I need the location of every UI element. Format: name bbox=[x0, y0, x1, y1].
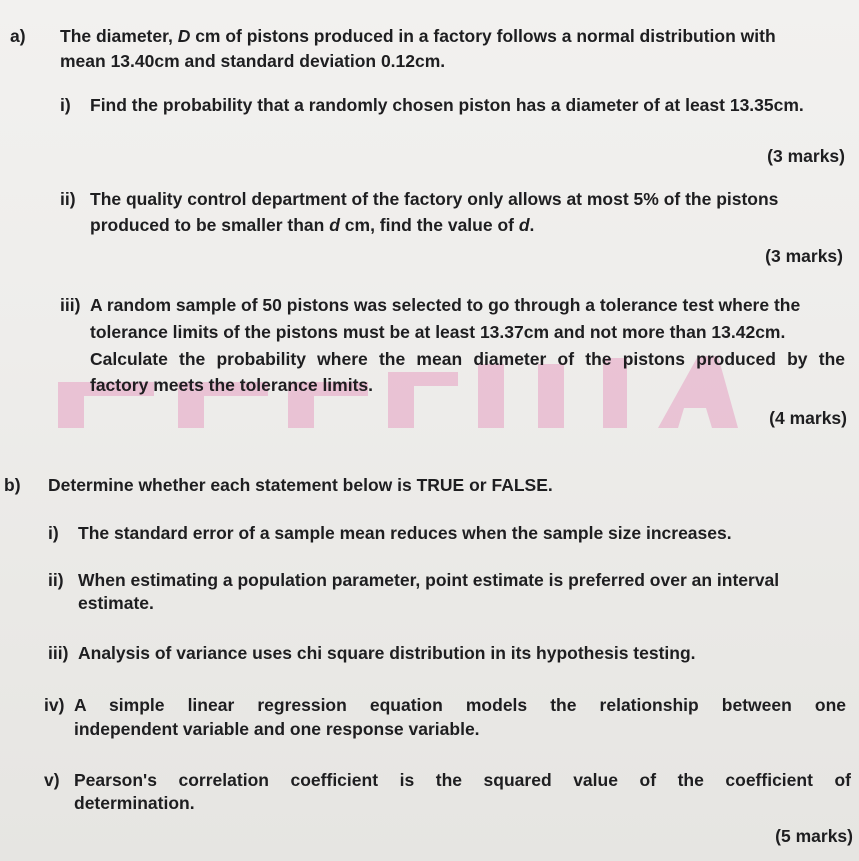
part-a-variable-d: D bbox=[177, 26, 191, 46]
question-a-iii-marks: (4 marks) bbox=[769, 408, 847, 428]
part-b-intro-pre: Determine whether each statement below is bbox=[48, 475, 417, 495]
watermark-stroke bbox=[478, 364, 504, 428]
question-a-ii-marks: (3 marks) bbox=[765, 246, 843, 266]
question-a-ii-label: ii) bbox=[60, 189, 76, 209]
watermark-stroke bbox=[388, 372, 414, 428]
question-a-ii-line-2-mid: cm, find the value of bbox=[339, 215, 519, 235]
part-b-intro bbox=[48, 474, 553, 496]
statement-b-i-label: i) bbox=[48, 523, 59, 543]
part-b-intro-post: . bbox=[547, 475, 553, 495]
part-a-intro-post: cm of pistons produced in a factory follows a normal distribution with bbox=[190, 26, 776, 46]
statement-b-ii-line-1: When estimating a population parameter, point estimate is preferred over an interval bbox=[78, 570, 780, 590]
part-b-label: b) bbox=[4, 475, 21, 495]
question-a-iii-line-2: tolerance limits of the pistons must be at least 13.37cm and not more than 13.42cm. bbox=[90, 322, 786, 342]
question-a-i-label: i) bbox=[60, 95, 71, 115]
statement-b-iii-label: iii) bbox=[48, 643, 69, 663]
part-b-true-word: TRUE bbox=[416, 475, 465, 495]
watermark-stroke bbox=[538, 364, 564, 428]
question-a-iii-line-4: factory meets the tolerance limits. bbox=[90, 375, 374, 395]
watermark-stroke bbox=[388, 372, 458, 386]
statement-b-iv-label: iv) bbox=[44, 695, 65, 715]
question-a-i-text: Find the probability that a randomly chosen piston has a diameter of at least 13.35cm. bbox=[90, 95, 804, 115]
statement-b-v-label: v) bbox=[44, 770, 60, 790]
question-a-ii-line-2 bbox=[90, 214, 534, 236]
statement-b-v-line-2: determination. bbox=[74, 793, 195, 813]
part-a-intro-line-1 bbox=[60, 25, 776, 47]
statement-b-ii-label: ii) bbox=[48, 570, 64, 590]
watermark-stroke bbox=[58, 382, 84, 428]
part-b-false-word: FALSE bbox=[491, 475, 548, 495]
part-a-intro-line-2: mean 13.40cm and standard deviation 0.12cm. bbox=[60, 51, 446, 71]
statement-b-i-text: The standard error of a sample mean reduces when the sample size increases. bbox=[78, 523, 732, 543]
question-a-ii-line-2-post: . bbox=[529, 215, 535, 235]
part-a-intro-pre: The diameter, bbox=[60, 26, 178, 46]
question-a-iii-line-1: A random sample of 50 pistons was selected to go through a tolerance test where the bbox=[90, 295, 801, 315]
statement-b-iv-line-2: independent variable and one response variable. bbox=[74, 719, 480, 739]
statement-b-iv-line-1: A simple linear regression equation models the relationship between one bbox=[74, 695, 846, 715]
question-a-ii-variable-d: d bbox=[329, 215, 340, 235]
part-a-label: a) bbox=[10, 26, 26, 46]
question-a-ii-line-2-pre: produced to be smaller than bbox=[90, 215, 330, 235]
question-a-i-marks: (3 marks) bbox=[767, 146, 845, 166]
statement-b-ii-line-2: estimate. bbox=[78, 593, 154, 613]
part-b-intro-mid: or bbox=[464, 475, 492, 495]
statement-b-iii-text: Analysis of variance uses chi square distribution in its hypothesis testing. bbox=[78, 643, 696, 663]
question-a-iii-label: iii) bbox=[60, 295, 81, 315]
question-a-ii-line-1: The quality control department of the factory only allows at most 5% of the pistons bbox=[90, 189, 779, 209]
question-a-iii-line-3: Calculate the probability where the mean diameter of the pistons produced by the bbox=[90, 349, 845, 369]
statement-b-v-line-1: Pearson's correlation coefficient is the squared value of the coefficient of bbox=[74, 770, 851, 790]
question-a-ii-variable-d-2: d bbox=[518, 215, 530, 235]
part-b-marks: (5 marks) bbox=[775, 826, 853, 846]
